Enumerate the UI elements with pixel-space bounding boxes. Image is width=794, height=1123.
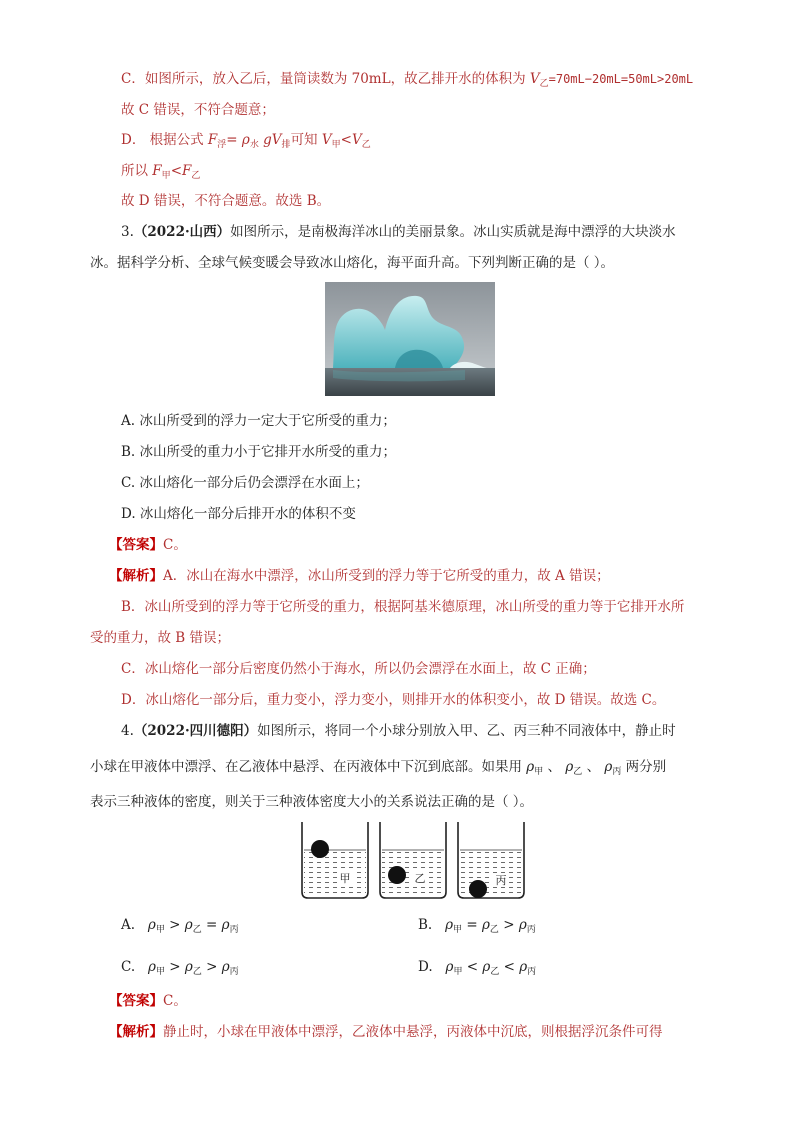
question-4-line1: 4.（2022·四川德阳）如图所示，将同一个小球分别放入甲、乙、丙三种不同液体中，静止时 [121,723,676,739]
question-4-line2: 小球在甲液体中漂浮、在乙液体中悬浮、在丙液体中下沉到底部。如果用 $\rho_甲$ 、 $\rho_乙$ 、 $\rho_丙$ 两分别 [90,759,667,777]
iceberg-photo [325,282,495,396]
question-3-answer: 【答案】C。 [109,537,187,553]
question-4-option-c: C. $\rho_甲 > \rho_乙 > \rho_丙$ [121,959,239,977]
question-4-option-d: D. $\rho_甲 < \rho_乙 < \rho_丙$ [418,959,537,977]
therefore-line: 所以 $F_甲<F_乙$ [121,163,201,181]
question-3-line2: 冰。据科学分析、全球气候变暖会导致冰山熔化，海平面升高。下列判断正确的是（ ）。 [90,255,615,271]
question-4-option-b: B. $\rho_甲 = \rho_乙 > \rho_丙$ [418,917,536,935]
option-c-conclusion: 故 C 错误，不符合题意； [121,102,275,118]
question-3-option-d: D. 冰山熔化一部分后排开水的体积不变 [121,506,356,522]
question-4-answer: 【答案】C。 [109,993,187,1009]
question-3-explanation-1: 【解析】A．冰山在海水中漂浮，冰山所受到的浮力等于它所受的重力，故 A 错误； [109,568,610,584]
question-3-explanation-4: C．冰山熔化一部分后密度仍然小于海水，所以仍会漂浮在水面上，故 C 正确； [121,661,596,677]
beaker-bing [458,822,524,898]
option-c-line: C．如图所示，放入乙后，量筒读数为 70mL，故乙排开水的体积为 $V_乙=70mL-20mL=50mL>20mL$ [121,71,694,89]
three-beakers-figure [300,820,530,902]
question-3-explanation-2: B．冰山所受到的浮力等于它所受的重力，根据阿基米德原理，冰山所受的重力等于它排开水所 [121,599,685,615]
question-3-explanation-3: 受的重力，故 B 错误； [90,630,231,646]
option-d-line: D． 根据公式 $F_浮= \rho_水$ $gV_排$可知 $V_甲<V_乙$ [121,132,371,150]
question-4-explanation-1: 【解析】静止时，小球在甲液体中漂浮，乙液体中悬浮，丙液体中沉底，则根据浮沉条件可得 [109,1024,663,1040]
question-3-option-c: C. 冰山熔化一部分后仍会漂浮在水面上； [121,475,369,491]
beaker-jia [302,822,368,898]
beaker-label-bing: 丙 [495,874,507,887]
beaker-yi [380,822,446,898]
question-3-line1: 3.（2022·山西）如图所示，是南极海洋冰山的美丽景象。冰山实质就是海中漂浮的大块淡水 [121,224,676,240]
beaker-label-jia: 甲 [339,872,351,885]
question-4-line3: 表示三种液体的密度，则关于三种液体密度大小的关系说法正确的是（ ）。 [90,794,534,810]
beaker-label-yi: 乙 [414,872,426,885]
option-d-conclusion: 故 D 错误，不符合题意。故选 B。 [121,193,331,209]
question-3-option-b: B. 冰山所受的重力小于它排开水所受的重力； [121,444,397,460]
question-3-option-a: A. 冰山所受到的浮力一定大于它所受的重力； [121,413,396,429]
question-3-explanation-5: D．冰山熔化一部分后，重力变小，浮力变小，则排开水的体积变小，故 D 错误。故选 C。 [121,692,666,708]
question-4-option-a: A. $\rho_甲 > \rho_乙 = \rho_丙$ [121,917,239,935]
